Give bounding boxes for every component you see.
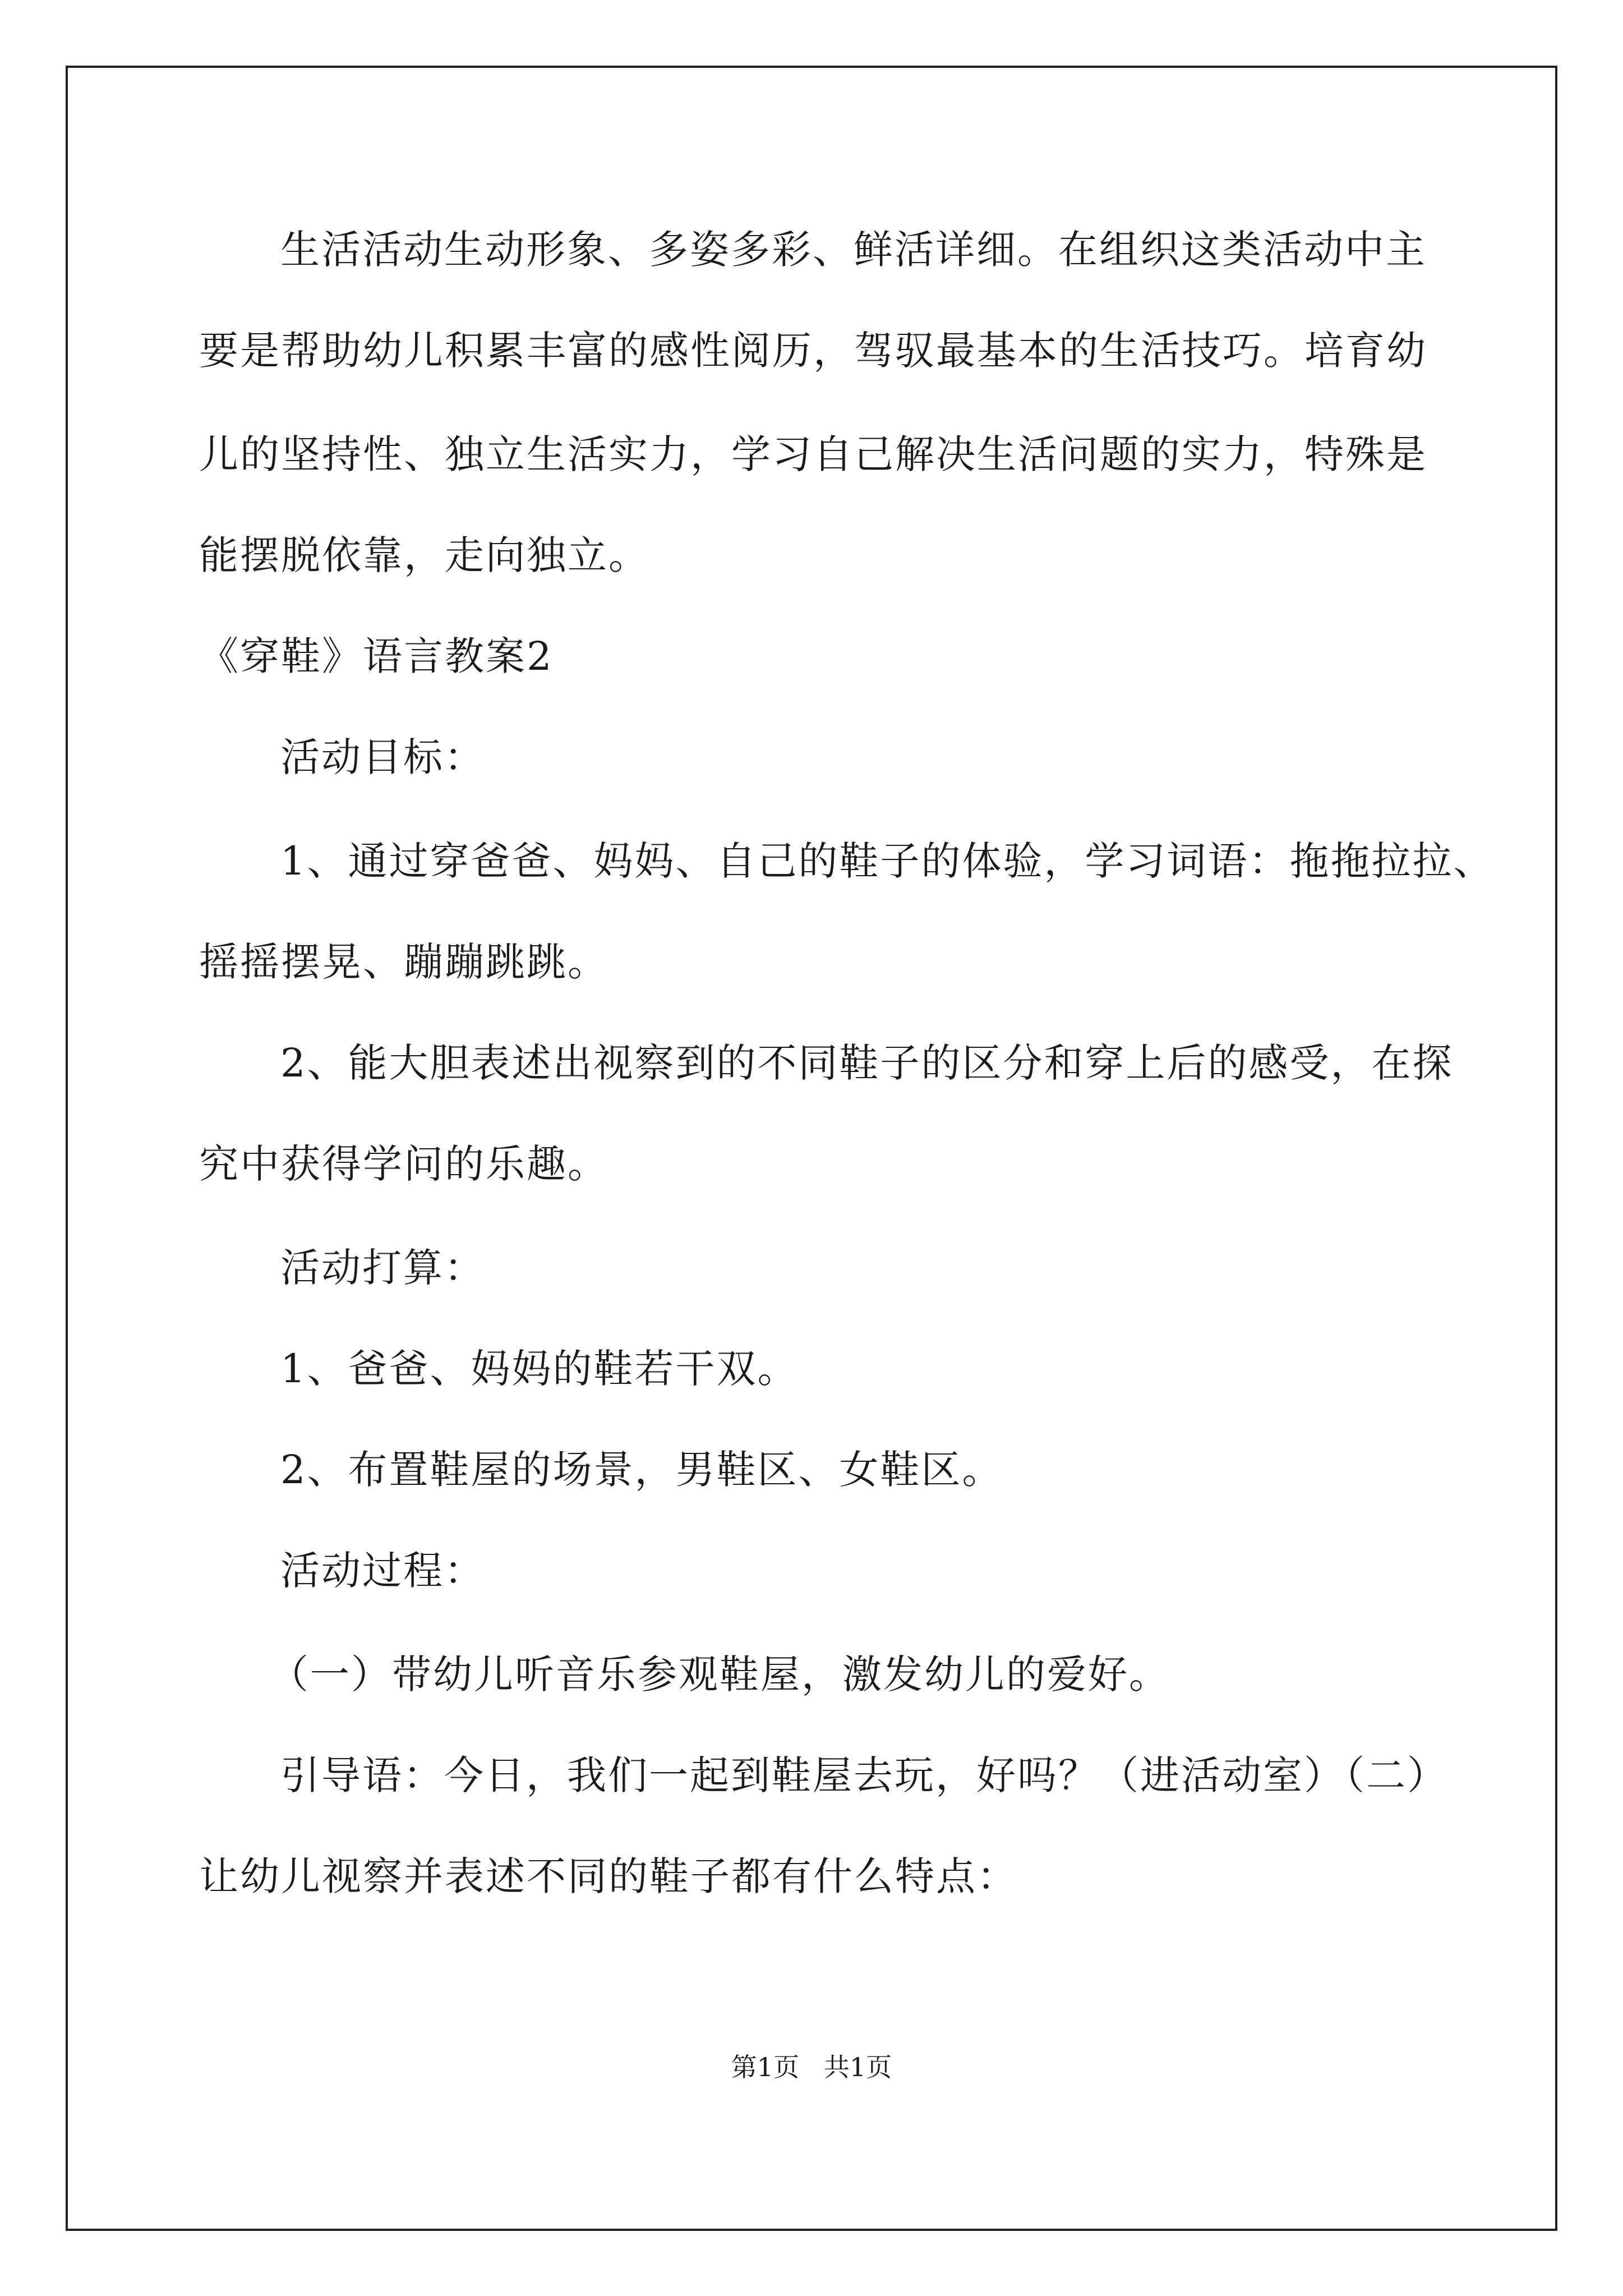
page-footer: 第1页 共1页 [731, 2052, 892, 2082]
subsection-heading: 活动打算： [280, 1245, 485, 1291]
paragraph-line: 让幼儿视察并表述不同的鞋子都有什么特点： [199, 1853, 1018, 1899]
paragraph-line: 儿的坚持性、独立生活实力，学习自己解决生活问题的实力，特殊是 [199, 431, 1427, 477]
subsection-heading: 活动过程： [280, 1548, 485, 1594]
section-heading: 《穿鞋》语言教案2 [199, 633, 554, 679]
paragraph-line: 1、通过穿爸爸、妈妈、自己的鞋子的体验，学习词语：拖拖拉拉、 [280, 838, 1495, 884]
paragraph-line: 摇摇摆晃、蹦蹦跳跳。 [199, 939, 608, 985]
paragraph-line: 引导语：今日，我们一起到鞋屋去玩，好吗？（进活动室）（二） [280, 1752, 1448, 1798]
paragraph-line: 2、能大胆表述出视察到的不同鞋子的区分和穿上后的感受，在探 [280, 1040, 1454, 1086]
subsection-heading: 活动目标： [280, 734, 485, 780]
paragraph-line: 要是帮助幼儿积累丰富的感性阅历，驾驭最基本的生活技巧。培育幼 [199, 328, 1427, 374]
paragraph-line: 究中获得学问的乐趣。 [199, 1141, 608, 1187]
paragraph-line: 生活活动生动形象、多姿多彩、鲜活详细。在组织这类活动中主 [280, 227, 1427, 273]
paragraph-line: 2、布置鞋屋的场景，男鞋区、女鞋区。 [280, 1447, 1003, 1493]
paragraph-line: （一）带幼儿听音乐参观鞋屋，激发幼儿的爱好。 [269, 1651, 1170, 1697]
paragraph-line: 能摆脱依靠，走向独立。 [199, 532, 649, 578]
paragraph-line: 1、爸爸、妈妈的鞋若干双。 [280, 1346, 799, 1392]
